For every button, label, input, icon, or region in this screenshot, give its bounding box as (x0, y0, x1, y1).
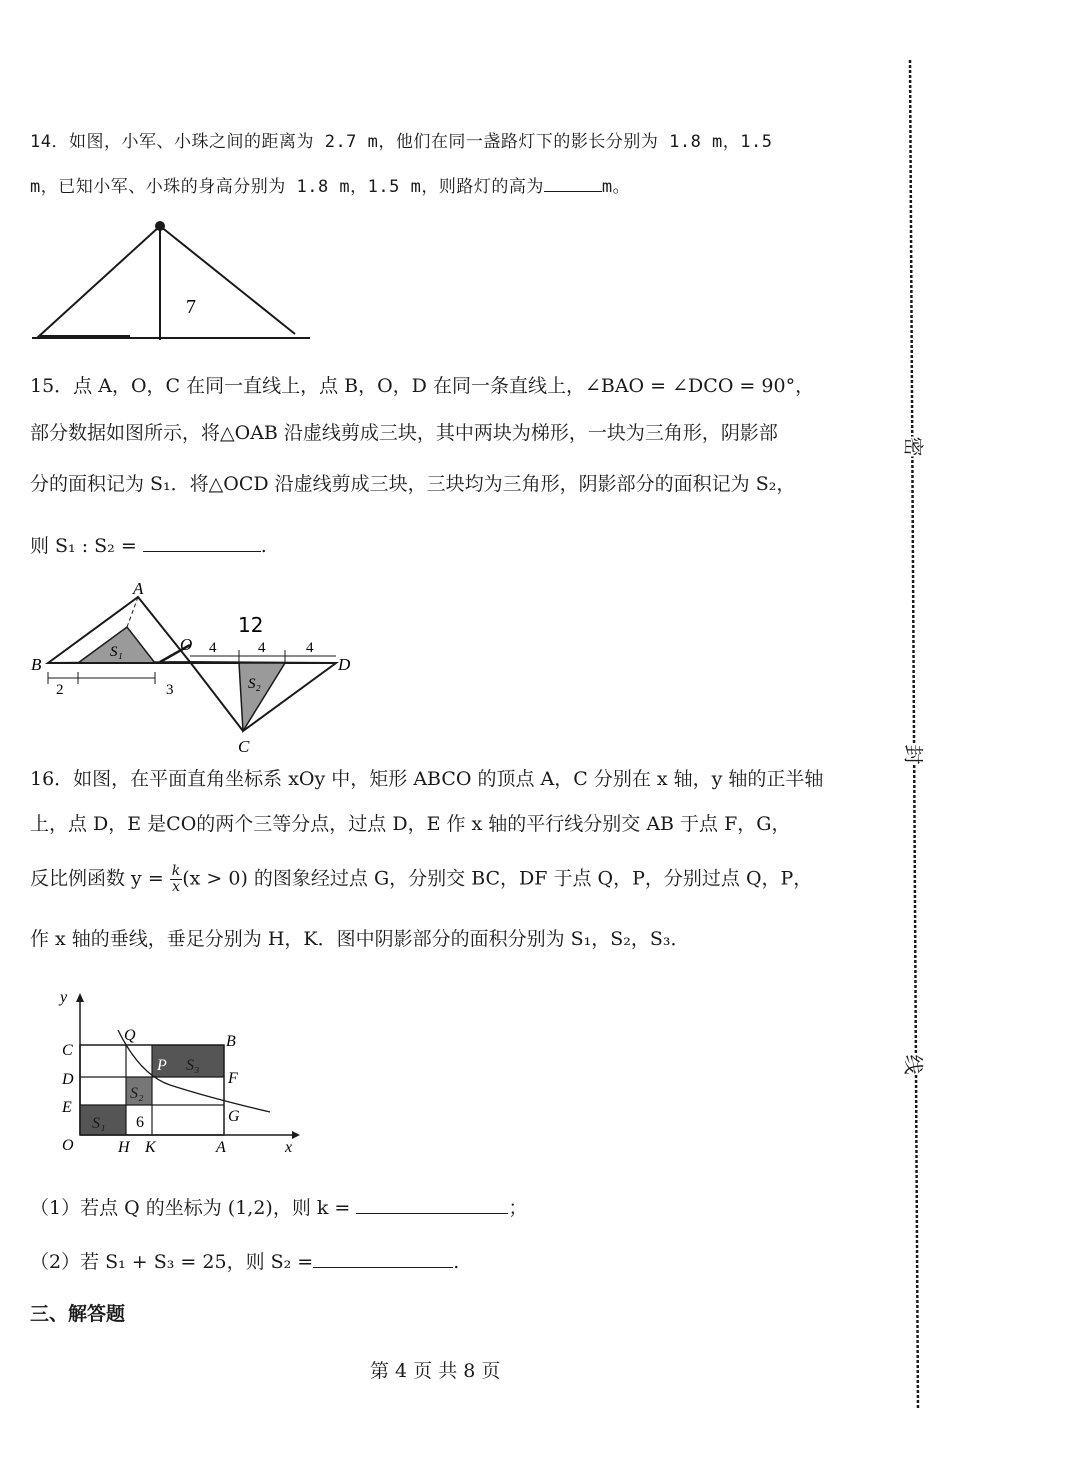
q16-label-b: B (226, 1033, 236, 1050)
q14-fig-mark: 7 (186, 296, 196, 318)
binding-char-feng: 封 (901, 745, 930, 765)
q16-line3-text: 反比例函数 y = (30, 867, 164, 890)
q16-sub1-text: （1）若点 Q 的坐标为 (1,2)，则 k = (30, 1197, 351, 1219)
q16-sub2-end: . (453, 1251, 460, 1273)
q16-label-x: x (285, 1139, 293, 1156)
q15-dim-4c: 4 (306, 640, 314, 656)
q15-line1: 15．点 A，O，C 在同一直线上，点 B，O，D 在同一条直线上，∠BAO = ∠DCO = 90°， (30, 375, 815, 397)
q16-label-y: y (60, 989, 68, 1006)
q15-dim-3: 3 (166, 682, 174, 698)
q16-label-g: G (228, 1108, 240, 1125)
q15-line4-end: . (260, 535, 267, 557)
section-heading: 三、解答题 (30, 1303, 126, 1325)
q15-dim-4a: 4 (209, 640, 217, 656)
q16-label-c: C (62, 1042, 73, 1059)
q16-sub1-answer-blank[interactable] (356, 1195, 508, 1214)
q15-label-s1: S₁ (110, 644, 123, 660)
q16-label-p: P (157, 1057, 167, 1074)
q16-label-s2: S₂ (130, 1085, 144, 1102)
q16-line4: 作 x 轴的垂线，垂足分别为 H，K．图中阴影部分的面积分别为 S₁，S₂，S₃． (30, 928, 690, 950)
q15-label-c: C (238, 737, 250, 756)
q14-line2-text: m，已知小军、小珠的身高分别为 1.8 m，1.5 m，则路灯的高为 (30, 177, 544, 197)
q16-label-d: D (62, 1071, 74, 1088)
q16-label-s1: S₁ (92, 1115, 106, 1132)
q16-line1: 16．如图，在平面直角坐标系 xOy 中，矩形 ABCO 的顶点 A，C 分别在 x 轴，y 轴的正半轴 (30, 768, 824, 790)
q16-sub1-end: ； (508, 1197, 528, 1219)
q16-label-s3: S₃ (186, 1057, 200, 1074)
q14-line2-unit: m。 (601, 177, 631, 197)
q15-dim-4b: 4 (258, 640, 266, 656)
q16-y-arrow-icon (76, 993, 84, 1002)
q15-label-s2: S₂ (248, 676, 261, 692)
q16-mark-6: 6 (136, 1114, 144, 1131)
q16-sub1 (30, 1194, 527, 1222)
binding-line (900, 60, 930, 1420)
q15-line4-text: 则 S₁ : S₂ = (30, 535, 137, 557)
q16-sub2 (30, 1248, 459, 1276)
q16-label-k: K (145, 1139, 156, 1156)
q16-sub2-answer-blank[interactable] (313, 1249, 453, 1268)
q16-label-a: A (216, 1139, 226, 1156)
q16-x-arrow-icon (292, 1131, 300, 1139)
q16-frac-num: k (171, 863, 181, 879)
q16-label-o: O (62, 1137, 74, 1154)
q16-label-f: F (228, 1070, 238, 1087)
q16-frac-den: x (172, 879, 180, 895)
q16-label-e: E (62, 1099, 72, 1116)
binding-char-xian: 线 (901, 1055, 930, 1075)
q16-sub2-text: （2）若 S₁ + S₃ = 25，则 S₂ = (30, 1251, 314, 1273)
q16-label-h: H (118, 1139, 130, 1156)
q15-label-a: A (133, 579, 144, 598)
q15-line2: 部分数据如图所示，将△OAB 沿虚线剪成三块，其中两块为梯形，一块为三角形，阴影部 (30, 422, 778, 444)
q15-line3: 分的面积记为 S₁．将△OCD 沿虚线剪成三块，三块均为三角形，阴影部分的面积记为 S₂， (30, 473, 796, 495)
q14-line1: 14．如图，小军、小珠之间的距离为 2.7 m，他们在同一盏路灯下的影长分别为 1.8 m，1.5 (30, 132, 773, 152)
q16-line2: 上，点 D，E 是CO的两个三等分点，过点 D，E 作 x 轴的平行线分别交 AB 于点 F，G， (30, 813, 791, 835)
page-footer: 第 4 页 共 8 页 (370, 1360, 501, 1382)
q15-label-b: B (31, 655, 42, 674)
q15-label-o: O (180, 635, 193, 654)
q15-label-d: D (338, 655, 351, 674)
q15-hand-12: 12 (238, 613, 264, 637)
q15-dim-2: 2 (56, 682, 64, 698)
q16-line3-rest: (x > 0) 的图象经过点 G，分别交 BC，DF 于点 Q，P，分别过点 Q，P， (182, 867, 813, 890)
binding-char-mi: 密 (901, 437, 930, 457)
q16-label-q: Q (124, 1027, 136, 1044)
